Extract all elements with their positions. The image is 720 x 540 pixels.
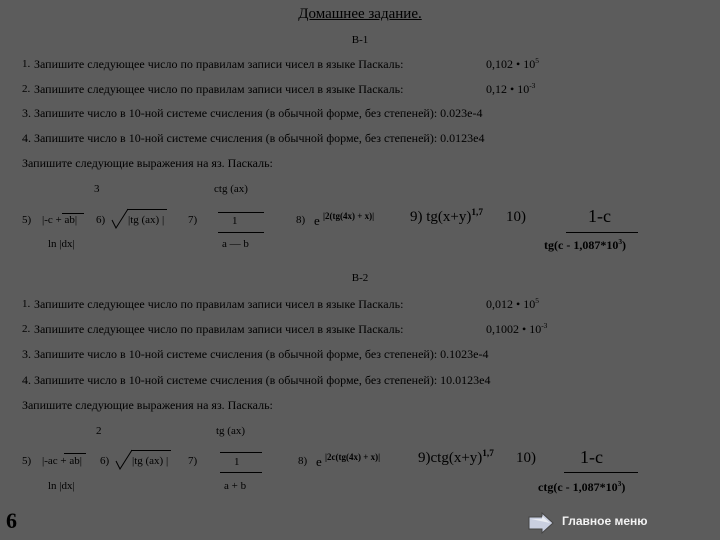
v2-e5-expr: |-ac + ab|: [42, 455, 82, 467]
v1-q3: 3. Запишите число в 10-ной системе счисления (в обычной форме, без степеней): 0.023е-4: [22, 106, 483, 120]
v1-e7-mid: 1: [232, 215, 238, 227]
v1-e7-denominator: a — b: [222, 238, 249, 250]
v2-e5-label: 5): [22, 455, 32, 467]
v2-q1-value: 0,012 • $10^5$: [486, 296, 539, 311]
variant1-heading: В-1: [351, 34, 369, 46]
v1-q4: 4. Запишите число в 10-ной системе счисления (в обычной форме, без степеней): 0.0123е4: [22, 131, 485, 145]
v1-q2-value: 0,12 • $10^{-3}$: [486, 81, 536, 96]
v2-e6-expr: |tg (ax) |: [132, 455, 169, 467]
page-title: Домашнее задание.: [298, 6, 422, 22]
v2-e8-expr: e $^{|2c(tg(4x) + x)|}$: [316, 452, 381, 469]
v1-e7-label: 7): [188, 214, 198, 226]
v1-e7-numerator: ctg (ax): [214, 183, 248, 195]
v2-e9-expr: $9)ctg(x+y)^{1,7}$: [418, 449, 494, 466]
v1-e6-sqrt-icon: [110, 208, 130, 230]
v1-e5-expr: |-c + ab|: [42, 214, 78, 226]
v1-e7-top-bar: [218, 212, 264, 213]
v2-e6-label: 6): [100, 455, 110, 467]
v1-q1-text: Запишите следующее число по правилам записи чисел в языке Паскаль:: [34, 57, 404, 71]
v1-e10-denominator: $tg(c - 1,087*10^3)$: [544, 237, 627, 252]
v1-q1-value: 0,102 • $10^5$: [486, 56, 539, 71]
v2-e6-sqrt-bar: [131, 450, 171, 451]
v2-e8-label: 8): [298, 455, 308, 467]
v2-e7-label: 7): [188, 455, 198, 467]
v2-e5-numerator: 2: [96, 425, 102, 437]
v2-expr-heading: Запишите следующие выражения на яз. Паскаль:: [22, 398, 273, 412]
v1-e9-expr: 9) $tg(x+y)^{1,7}$: [410, 208, 483, 225]
v2-q2-value: 0,1002 • $10^{-3}$: [486, 321, 548, 336]
v2-e7-bottom-bar: [220, 472, 262, 473]
v2-e10-label: 10): [516, 450, 536, 466]
v2-e6-sqrt-icon: [114, 449, 134, 471]
v2-e7-denominator: a + b: [224, 480, 247, 492]
v1-q2-num: 2.: [22, 83, 31, 95]
v2-e10-numerator: 1-c: [580, 447, 603, 467]
v1-expr-heading: Запишите следующие выражения на яз. Паскаль:: [22, 156, 273, 170]
v2-q3: 3. Запишите число в 10-ной системе счисления (в обычной форме, без степеней): 0.1023е-4: [22, 347, 489, 361]
v1-e10-numerator: 1-c: [588, 206, 611, 226]
v1-e6-expr: |tg (ax) |: [128, 214, 165, 226]
v2-q2-num: 2.: [22, 323, 31, 335]
v1-e5-label: 5): [22, 214, 32, 226]
v1-e6-sqrt-bar: [127, 209, 167, 210]
main-menu-link[interactable]: Главное меню: [562, 514, 648, 528]
v1-e8-expr: e $^{|2(tg(4x) + x)|}$: [314, 211, 375, 228]
variant2-heading: В-2: [351, 272, 369, 284]
v2-e10-denominator: $ctg(c - 1,087*10^3)$: [538, 479, 626, 494]
v1-e10-fraction-bar: [566, 232, 638, 233]
v2-e7-mid: 1: [234, 456, 240, 468]
slide-number: 6: [6, 508, 17, 533]
arrow-right-icon[interactable]: [528, 512, 554, 534]
v2-e10-fraction-bar: [564, 472, 638, 473]
v1-e5-denominator: ln |dx|: [48, 238, 75, 250]
v1-e8-label: 8): [296, 214, 306, 226]
v2-q4: 4. Запишите число в 10-ной системе счисления (в обычной форме, без степеней): 10.0123е4: [22, 373, 491, 387]
v2-e7-numerator: tg (ax): [216, 425, 246, 437]
v2-e5-top-bar: [64, 453, 86, 454]
v1-q2-text: Запишите следующее число по правилам записи чисел в языке Паскаль:: [34, 82, 404, 96]
v2-e7-top-bar: [220, 452, 262, 453]
v1-e6-label: 6): [96, 214, 106, 226]
v2-q1-text: Запишите следующее число по правилам записи чисел в языке Паскаль:: [34, 297, 404, 311]
v2-q1-num: 1.: [22, 298, 31, 310]
v1-e10-label: 10): [506, 209, 526, 225]
v2-q2-text: Запишите следующее число по правилам записи чисел в языке Паскаль:: [34, 322, 404, 336]
v1-q1-num: 1.: [22, 58, 31, 70]
v1-e7-bottom-bar: [218, 232, 264, 233]
v1-e5-numerator: 3: [94, 183, 100, 195]
v2-e5-denominator: ln |dx|: [48, 480, 75, 492]
